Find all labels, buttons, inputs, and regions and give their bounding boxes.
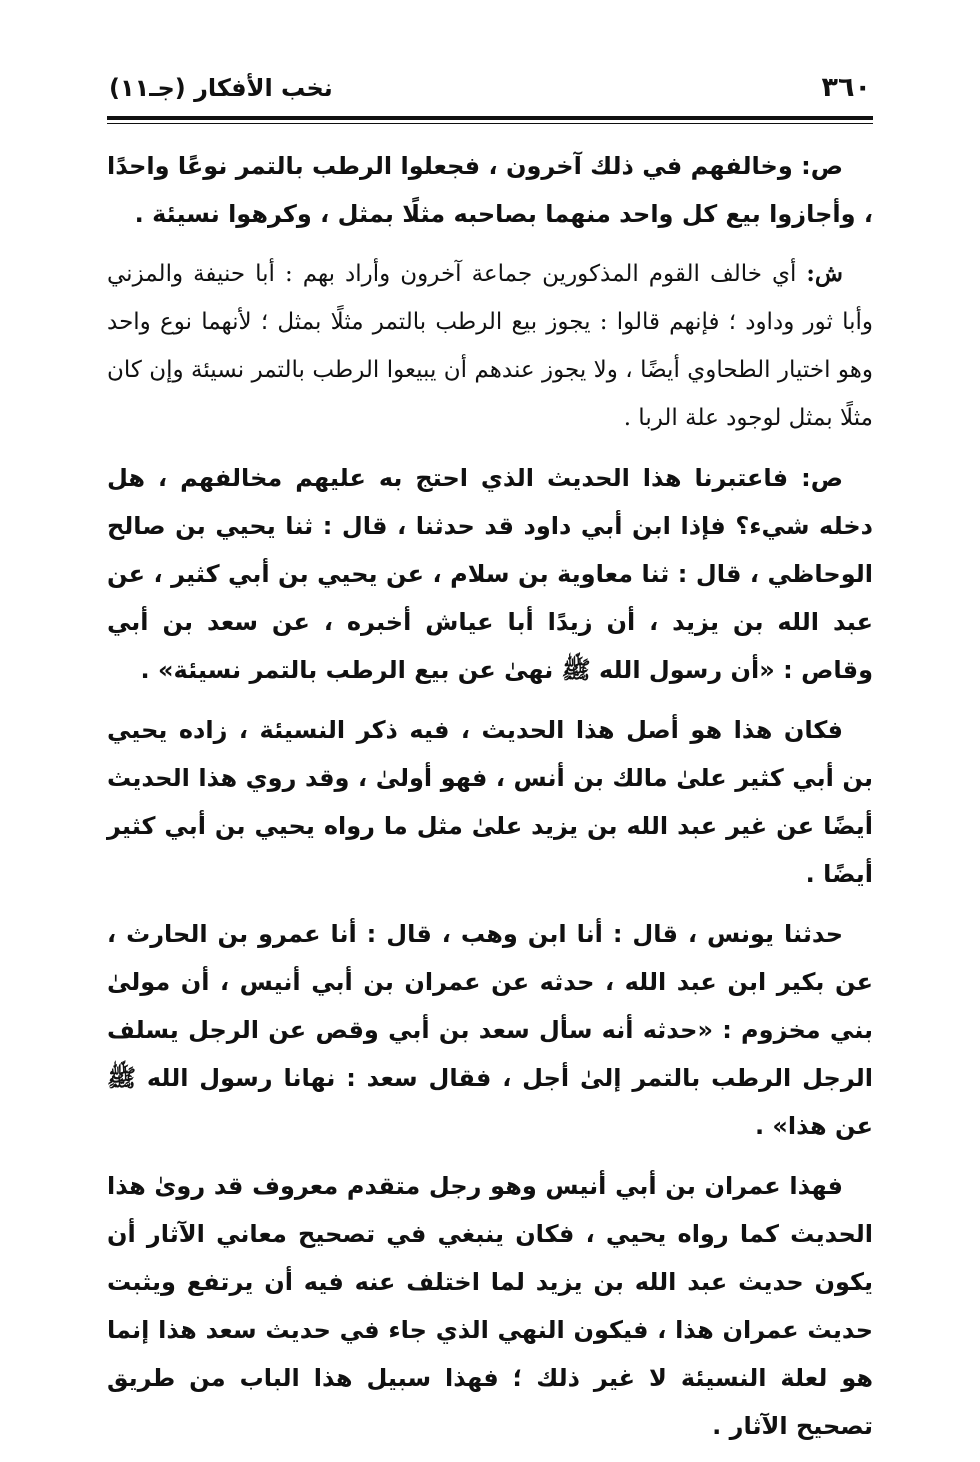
commentary-paragraph (107, 250, 873, 442)
paragraph-marker: ص: (801, 464, 843, 492)
paragraph-text: وخالفهم في ذلك آخرون ، فجعلوا الرطب بالتمر نوعًا واحدًا ، وأجازوا بيع كل واحد منهما بصاحبه مثلًا بمثل ، وكرهوا نسيئة . (107, 152, 873, 228)
page-header (107, 62, 873, 112)
header-rule-thin (107, 123, 873, 124)
paragraph-text: فاعتبرنا هذا الحديث الذي احتج به عليهم مخالفهم ، هل دخله شيء؟ فإذا ابن أبي داود قد حدثنا ، قال : ثنا يحيي بن صالح الوحاظي ، قال : ثنا معاوية بن سلام ، عن يحيي بن أبي كثير ، عن عبد الله بن يزيد ، أن زيدًا أبا عياش أخبره ، عن سعد بن أبي وقاص : «أن رسول الله ﷺ نهىٰ عن بيع الرطب بالتمر نسيئة» . (107, 464, 873, 684)
paragraph-text: فكان هذا هو أصل هذا الحديث ، فيه ذكر النسيئة ، زاده يحيي بن أبي كثير علىٰ مالك بن أنس ، فهو أولىٰ ، وقد روي هذا الحديث أيضًا عن غير عبد الله بن يزيد علىٰ مثل ما رواه يحيي بن أبي كثير أيضًا . (107, 716, 873, 888)
text-paragraph (107, 142, 873, 238)
header-rule (107, 116, 873, 120)
running-title: نخب الأفكار (جـ١١) (109, 74, 333, 102)
page-number: ٣٦٠ (821, 72, 871, 103)
paragraph-text: أي خالف القوم المذكورين جماعة آخرون وأراد بهم : أبا حنيفة والمزني وأبا ثور وداود ؛ فإنهم قالوا : يجوز بيع الرطب بالتمر مثلًا بمثل ؛ لأنهما نوع واحد وهو اختيار الطحاوي أيضًا ، ولا يجوز عندهم أن يبيعوا الرطب بالتمر نسيئة وإن كان مثلًا بمثل لوجود علة الربا . (107, 261, 873, 431)
text-paragraph (107, 706, 873, 898)
paragraph-marker: ش: (806, 260, 843, 287)
paragraph-marker: ص: (801, 152, 843, 180)
book-page (107, 62, 873, 1440)
paragraph-text: فهذا عمران بن أبي أنيس وهو رجل متقدم معروف قد روىٰ هذا الحديث كما رواه يحيي ، فكان ينبغي في تصحيح معاني الآثار أن يكون حديث عبد الله بن يزيد لما اختلف عنه فيه أن يرتفع ويثبت حديث عمران هذا ، فيكون النهي الذي جاء في حديث سعد هذا إنما هو لعلة النسيئة لا غير ذلك ؛ فهذا سبيل هذا الباب من طريق تصحيح الآثار . (107, 1172, 873, 1440)
text-paragraph (107, 1162, 873, 1450)
text-paragraph (107, 910, 873, 1150)
paragraph-text: حدثنا يونس ، قال : أنا ابن وهب ، قال : أنا عمرو بن الحارث ، عن بكير ابن عبد الله ، حدثه عن عمران بن أبي أنيس ، أن مولىٰ بني مخزوم : «حدثه أنه سأل سعد بن أبي وقص عن الرجل يسلف الرجل الرطب بالتمر إلىٰ أجل ، فقال سعد : نهانا رسول الله ﷺ عن هذا» . (107, 920, 873, 1140)
page-body (107, 142, 873, 1462)
text-paragraph (107, 454, 873, 694)
